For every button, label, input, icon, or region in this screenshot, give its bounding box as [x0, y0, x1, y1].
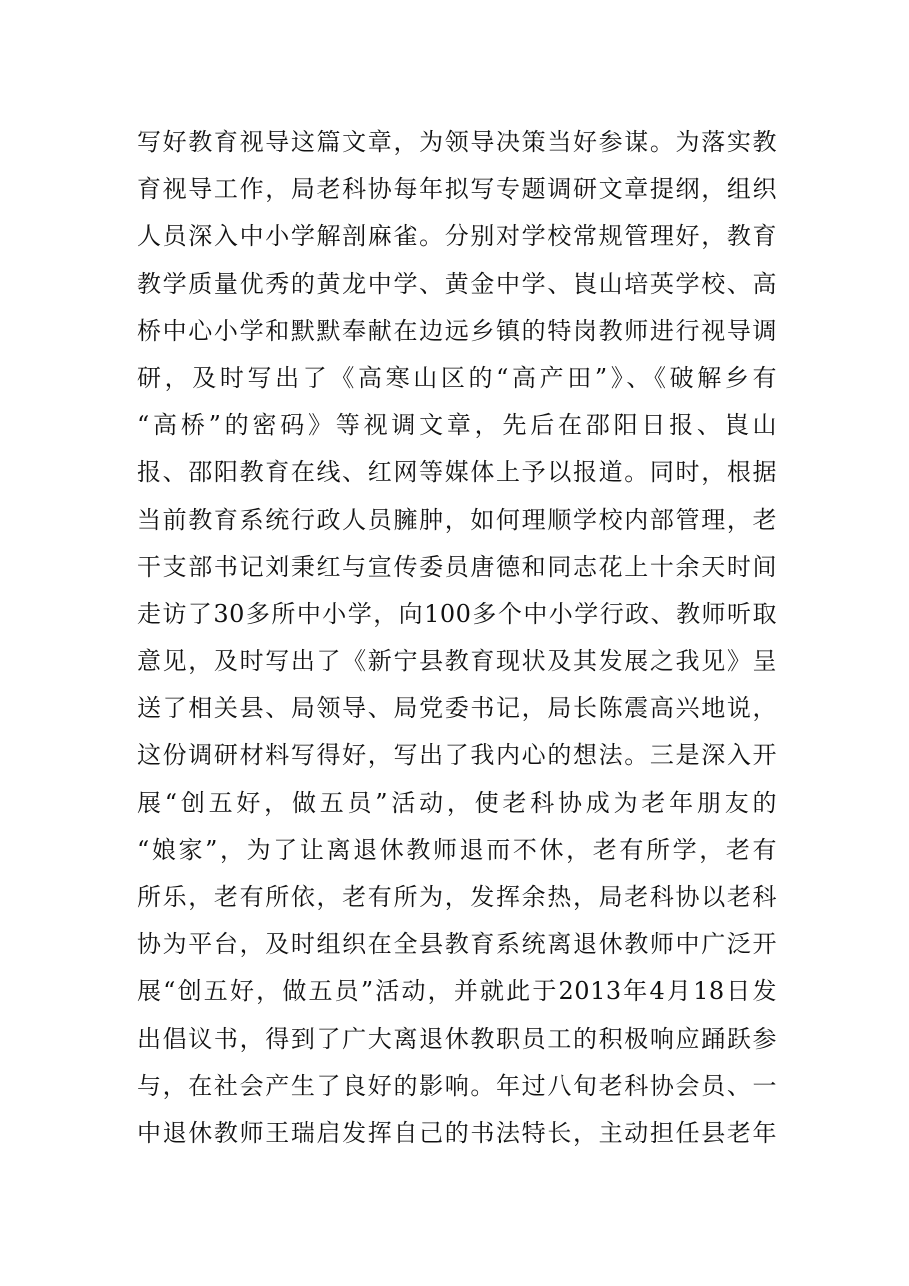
text-line-13: 送了相关县、局领导、局党委书记，局长陈震高兴地说，: [137, 694, 777, 723]
text-line-17: 所乐，老有所依，老有所为，发挥余热，局老科协以老科: [137, 883, 777, 911]
text-line-11: 走访了30多所中小学，向100多个中小学行政、教师听取: [137, 599, 777, 628]
text-line-4: 教学质量优秀的黄龙中学、黄金中学、崀山培英学校、高: [137, 269, 777, 298]
text-line-2: 育视导工作，局老科协每年拟写专题调研文章提纲，组织: [137, 175, 777, 204]
text-line-10: 干支部书记刘秉红与宣传委员唐德和同志花上十余天时间: [137, 552, 777, 581]
text-line-3: 人员深入中小学解剖麻雀。分别对学校常规管理好，教育: [137, 222, 777, 251]
text-line-16: “娘家”，为了让离退休教师退而不休，老有所学，老有: [137, 835, 777, 864]
text-line-12: 意见，及时写出了《新宁县教育现状及其发展之我见》呈: [137, 647, 777, 676]
text-line-1: 写好教育视导这篇文章，为领导决策当好参谋。为落实教: [137, 128, 777, 156]
text-line-6: 研，及时写出了《高寒山区的“高产田”》、《破解乡有: [137, 363, 777, 392]
text-line-14: 这份调研材料写得好，写出了我内心的想法。三是深入开: [137, 741, 777, 770]
text-line-7: “高桥”的密码》等视调文章，先后在邵阳日报、崀山: [137, 411, 777, 440]
text-line-5: 桥中心小学和默默奉献在边远乡镇的特岗教师进行视导调: [137, 316, 777, 345]
text-line-15: 展“创五好，做五员”活动，使老科协成为老年朋友的: [137, 788, 777, 817]
text-line-21: 与，在社会产生了良好的影响。年过八旬老科协会员、一: [137, 1071, 777, 1100]
text-line-20: 出倡议书，得到了广大离退休教职员工的积极响应踊跃参: [137, 1024, 777, 1053]
text-line-8: 报、邵阳教育在线、红网等媒体上予以报道。同时，根据: [137, 458, 777, 487]
text-line-18: 协为平台，及时组织在全县教育系统离退休教师中广泛开: [137, 930, 777, 959]
text-line-19: 展“创五好，做五员”活动，并就此于2013年4月18日发: [137, 977, 777, 1006]
body-text: [137, 119, 777, 1157]
text-line-9: 当前教育系统行政人员臃肿，如何理顺学校内部管理，老: [137, 505, 777, 534]
text-line-22: 中退休教师王瑞启发挥自己的书法特长，主动担任县老年: [137, 1118, 777, 1147]
